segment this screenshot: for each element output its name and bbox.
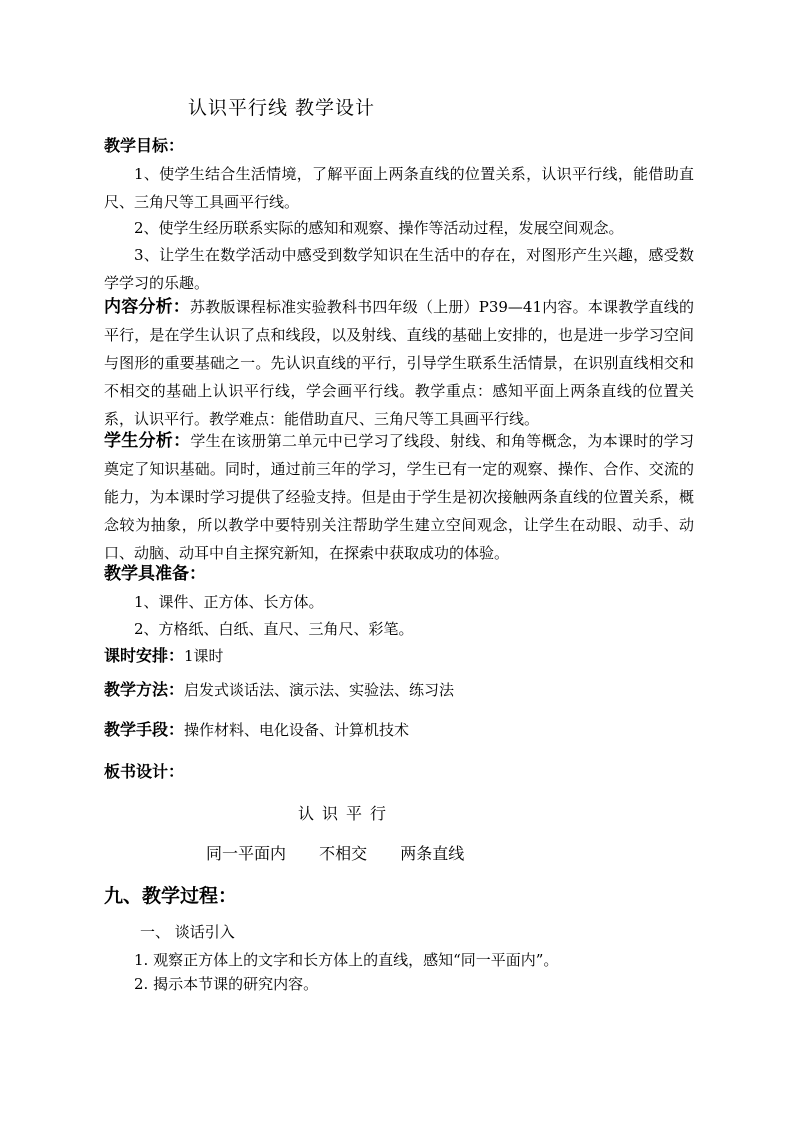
content-analysis-paragraph xyxy=(104,293,694,433)
means-line xyxy=(104,718,409,742)
objective-item-1: 1、使学生结合生活情境，了解平面上两条直线的位置关系，认识平行线，能借助直尺、三角尺等工具画平行线。 xyxy=(104,165,694,211)
page-title: 认识平行线 教学设计 xyxy=(188,97,376,119)
student-analysis-text: 学生在该册第二单元中已学习了线段、射线、和角等概念，为本课时的学习奠定了知识基础。同时，通过前三年的学习，学生已有一定的观察、操作、合作、交流的能力，为本课时学习提供了经验支持。但是由于学生是初次接触两条直线的位置关系，概念较为抽象，所以教学中要特别关注帮助学生建立空间观念，让学生在动眼、动手、动口、动脑、动耳中自主探究新知，在探索中获取成功的体验。 xyxy=(104,432,694,562)
process-step-2: 2. 揭示本节课的研究内容。 xyxy=(134,975,319,993)
process-sub-heading: 一、 谈话引入 xyxy=(140,923,235,941)
board-heading: 板书设计： xyxy=(104,762,185,781)
content-analysis-text: 苏教版课程标准实验教科书四年级（上册）P39—41内容。本课教学直线的平行，是在学生认识了点和线段，以及射线、直线的基础上安排的，也是进一步学习空间与图形的重要基础之一。先认识直线的平行，引导学生联系生活情景，在识别直线相交和不相交的基础上认识平行线，学会画平行线。教学重点：感知平面上两条直线的位置关系，认识平行。教学难点：能借助直尺、三角尺等工具画平行线。 xyxy=(104,298,695,428)
schedule-heading: 课时安排： xyxy=(104,646,185,665)
methods-text: 启发式谈话法、演示法、实验法、练习法 xyxy=(184,681,455,699)
board-item-3: 两条直线 xyxy=(400,844,465,863)
materials-item-1: 1、课件、正方体、长方体。 xyxy=(134,593,324,611)
process-heading: 九、教学过程： xyxy=(104,885,238,907)
student-analysis-paragraph xyxy=(104,427,694,567)
board-title: 认识平行 xyxy=(298,804,395,823)
means-text: 操作材料、电化设备、计算机技术 xyxy=(184,721,410,739)
means-heading: 教学手段： xyxy=(104,720,185,739)
materials-heading: 教学具准备： xyxy=(104,564,206,584)
content-analysis-heading: 内容分析： xyxy=(104,297,190,317)
process-step-1: 1. 观察正方体上的文字和长方体上的直线，感知“同一平面内”。 xyxy=(134,951,559,969)
methods-heading: 教学方法： xyxy=(104,680,185,699)
schedule-line xyxy=(104,644,224,668)
objectives-heading: 教学目标： xyxy=(104,136,185,155)
objective-item-2: 2、使学生经历联系实际的感知和观察、操作等活动过程，发展空间观念。 xyxy=(134,219,624,237)
student-analysis-heading: 学生分析： xyxy=(104,431,191,451)
objective-item-3: 3、让学生在数学活动中感受到数学知识在生活中的存在，对图形产生兴趣，感受数学学习的乐趣。 xyxy=(104,246,694,292)
board-items xyxy=(206,842,464,866)
schedule-text: 1课时 xyxy=(184,647,224,665)
board-item-2: 不相交 xyxy=(319,844,368,863)
materials-item-2: 2、方格纸、白纸、直尺、三角尺、彩笔。 xyxy=(134,620,414,638)
methods-line xyxy=(104,678,454,702)
board-item-1: 同一平面内 xyxy=(206,844,287,863)
